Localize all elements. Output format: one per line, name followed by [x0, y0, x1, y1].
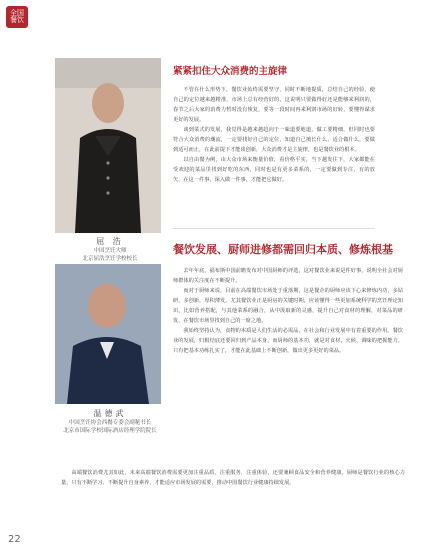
portrait-illustration	[55, 58, 161, 233]
caption-name: 温德武	[93, 409, 127, 418]
caption-chef-1	[55, 236, 165, 263]
article2-paragraph: 我始终坚持认为，食物的本质是人们生活的必需品，在社会和行业发展中有着重要的作用。餐饮业的发展，归根结底还要回归到产品本身，而厨师的基本功，就是对食材、火候、调味的把握能力。只有把基本功练扎实了，才能在此基础上不断创新，做出更多更好的菜品。	[173, 328, 403, 354]
article2-paragraph: 去年年底，福布斯中国前瞻发布对中国厨师的评选，这对餐饮业来说是件好事，说明全社会对厨师群体的关注度在不断提升。	[173, 268, 403, 284]
caption-name: 屈 浩	[96, 237, 124, 246]
caption-affiliation: 北京屈浩烹饪学校校长	[82, 256, 138, 262]
article1-title: 紧紧扣住大众消费的主旋律	[173, 66, 288, 77]
page-number: 22	[8, 534, 21, 545]
article2-title: 餐饮发展、厨师进修都需回归本质、修炼根基	[173, 243, 393, 256]
magazine-logo-text: 全国 餐饮	[10, 9, 24, 24]
portrait-illustration	[55, 264, 161, 404]
magazine-logo	[6, 6, 28, 28]
portrait-photo-chef-1	[55, 58, 161, 233]
article1-paragraph: 谈到菜式的发展，我觉得是越来越趋向于一味道要地道，做工要精细，但同时也要符合大众消费的潮流，一定要找好自己的定位，知道自己擅长什么，适合做什么，要做到适可而止，在此前提下才能谈创新，大众消费才是主旋律，也是餐饮业的根本。	[173, 127, 375, 153]
article2-body-top	[173, 266, 403, 356]
portrait-photo-chef-2	[55, 264, 161, 404]
article1-body	[173, 85, 375, 185]
caption-chef-2	[55, 408, 165, 435]
section-divider	[173, 228, 375, 229]
caption-title: 中国烹饪协会西餐专委会副秘书长	[68, 420, 152, 426]
caption-title: 中国烹饪大师	[93, 248, 127, 254]
caption-affiliation: 北京市国际学校国际酒店经理学院院长	[63, 428, 157, 434]
article1-paragraph: 不管在什么形势下，餐饮业始终需要坚守，同时不断地提质，总结自己的经验，使自己的定位越来越精准，市场上总有经营好的，这说明只要做得好还是能够来利润的，春节之后大家的消费力暂时没有恢复，要等一段时间再来利润市场的好转，要懂得谋求更好的发展。	[173, 87, 375, 123]
article2-body-bottom	[61, 468, 405, 488]
article2-paragraph: 而对于厨师来说，目前在高端餐饮市场处于重落期，这是餐企的厨师应该下心来修炼内功，多钻研、多创新，厚积薄发。尤其餐饮业正是厨房的关键时期，应该懂得一些更加系统科学的烹饪理论知识，比如营养搭配，与其他菜系的融合，从中汲取新的灵感，提升自己对食材的理解，对菜品的研发，在餐饮市场里找到自己的一席之地。	[173, 288, 403, 324]
article2-paragraph: 高端餐饮消费尤其如此，未来高端餐饮消费需要更加注重品质，注重服务，注重体验，还要兼顾食品安全和营养健康。厨师是餐饮行业的核心力量，只有不断学习、不断提升自身素养，才能适应市场发展的需要，推动中国餐饮行业健康持续发展。	[61, 470, 405, 486]
article1-paragraph: 以自由餐为例，由大众市场来衡量价值，看价格平实，当下越发往下，大家都能在受欢迎的菜品里找到好吃的东西，同时也是有更多菜系的，一定要做到专注，有的放矢，在这一件事，深入做一件事，才能把它做好。	[173, 157, 375, 183]
